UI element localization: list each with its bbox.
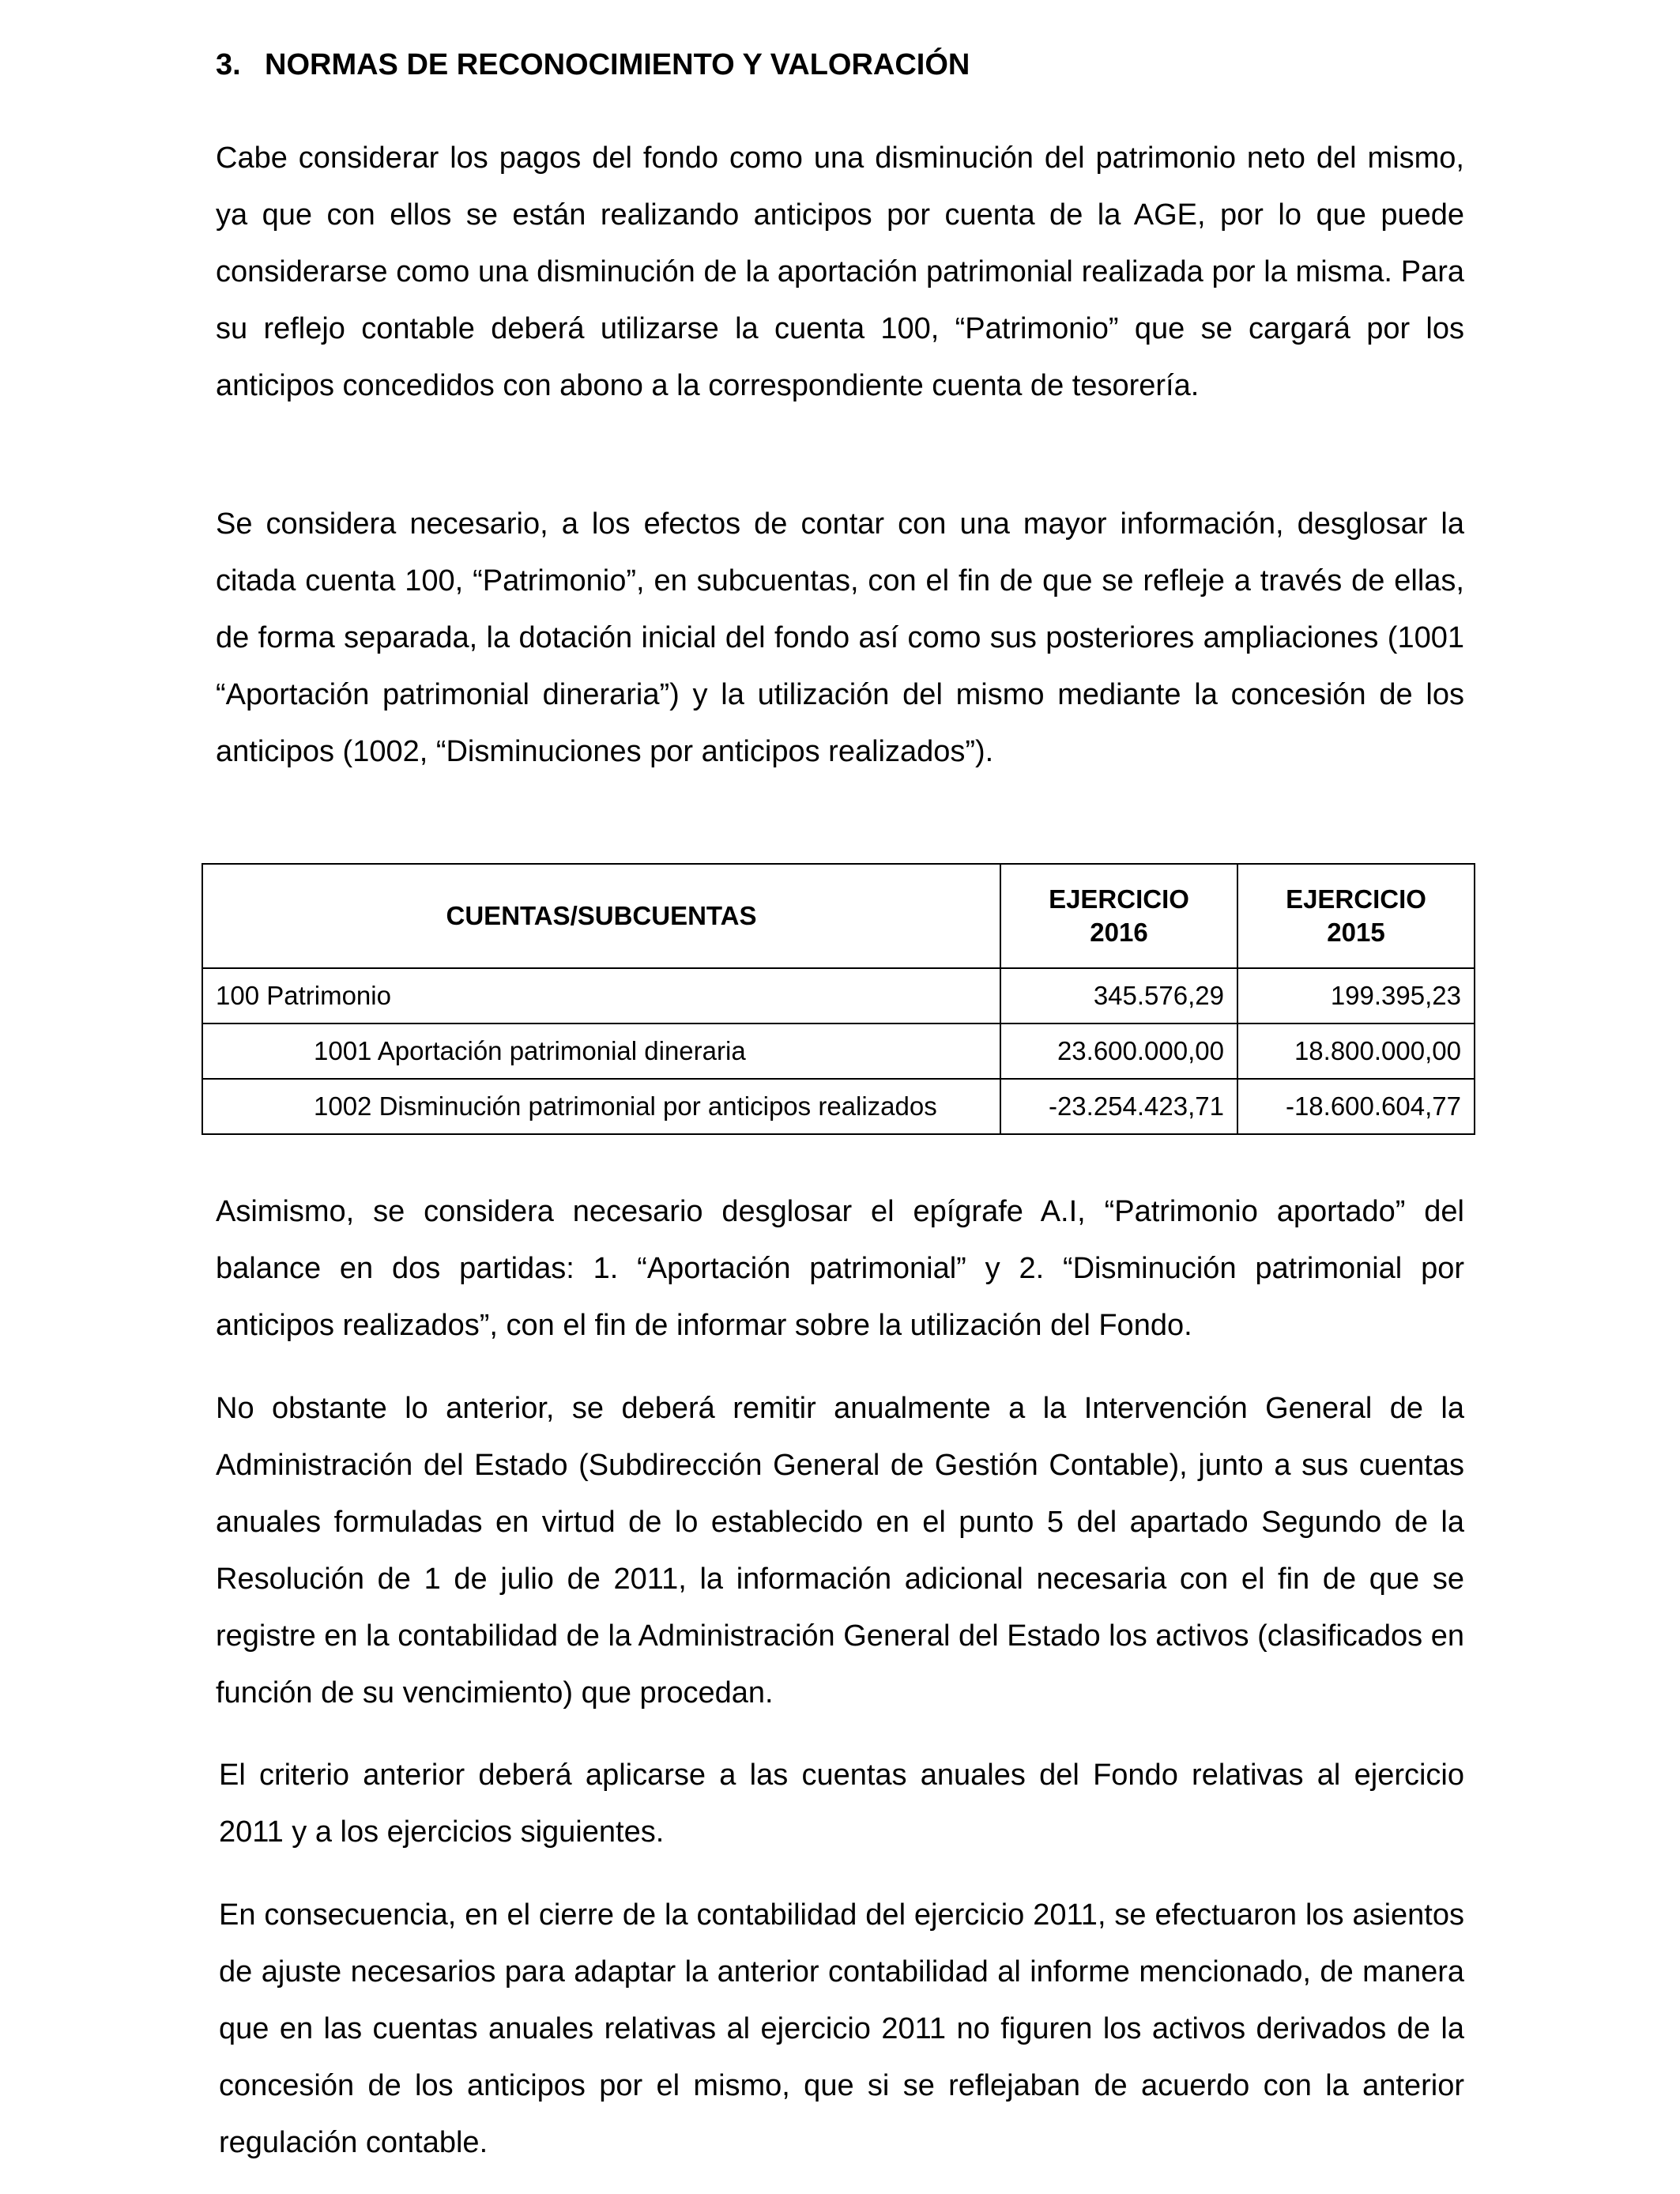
table-header-row bbox=[202, 864, 1475, 968]
accounts-table-container bbox=[202, 863, 1474, 1135]
header-year-2016-value: 2016 bbox=[1090, 918, 1148, 947]
table-row bbox=[202, 968, 1475, 1023]
section-number: 3. bbox=[216, 48, 241, 81]
section-title: NORMAS DE RECONOCIMIENTO Y VALORACIÓN bbox=[265, 48, 970, 81]
paragraph-4: No obstante lo anterior, se deberá remitir anualmente a la Intervención General de la Administración del Estado (Subdirección General de Gestión Contable), junto a sus cuentas anuales formuladas en virtud de lo establecido en el punto 5 del apartado Segundo de la Resolución de 1 de julio de 2011, la información adicional necesaria con el fin de que se registre en la contabilidad de la Administración General del Estado los activos (clasificados en función de su vencimiento) que procedan. bbox=[216, 1392, 1464, 1710]
header-year-2016-label: EJERCICIO bbox=[1049, 884, 1189, 914]
value-2016: -23.254.423,71 bbox=[1000, 1079, 1237, 1134]
header-accounts: CUENTAS/SUBCUENTAS bbox=[202, 864, 1000, 968]
accounts-table bbox=[202, 863, 1475, 1135]
value-2016: 23.600.000,00 bbox=[1000, 1023, 1237, 1079]
value-2015: -18.600.604,77 bbox=[1237, 1079, 1475, 1134]
value-2015: 18.800.000,00 bbox=[1237, 1023, 1475, 1079]
paragraph-1: Cabe considerar los pagos del fondo como una disminución del patrimonio neto del mismo, ya que con ellos se están realizando anticipos por cuenta de la AGE, por lo que puede considerarse como una disminución de la aportación patrimonial realizada por la misma. Para su reflejo contable deberá utilizarse la cuenta 100, “Patrimonio” que se cargará por los anticipos concedidos con abono a la correspondiente cuenta de tesorería. bbox=[216, 141, 1464, 402]
header-year-2016 bbox=[1000, 864, 1237, 968]
paragraph-6: En consecuencia, en el cierre de la contabilidad del ejercicio 2011, se efectuaron los asientos de ajuste necesarios para adaptar la anterior contabilidad al informe mencionado, de manera que en las cuentas anuales relativas al ejercicio 2011 no figuren los activos derivados de la concesión de los anticipos por el mismo, que si se reflejaban de acuerdo con la anterior regulación contable. bbox=[219, 1898, 1464, 2159]
table-row bbox=[202, 1023, 1475, 1079]
value-2016: 345.576,29 bbox=[1000, 968, 1237, 1023]
paragraph-3: Asimismo, se considera necesario desglosar el epígrafe A.I, “Patrimonio aportado” del balance en dos partidas: 1. “Aportación patrimonial” y 2. “Disminución patrimonial por anticipos realizados”, con el fin de informar sobre la utilización del Fondo. bbox=[216, 1195, 1464, 1342]
account-name: 1001 Aportación patrimonial dineraria bbox=[202, 1023, 1000, 1079]
header-year-2015 bbox=[1237, 864, 1475, 968]
value-2015: 199.395,23 bbox=[1237, 968, 1475, 1023]
header-year-2015-value: 2015 bbox=[1327, 918, 1385, 947]
account-name: 100 Patrimonio bbox=[202, 968, 1000, 1023]
paragraph-5: El criterio anterior deberá aplicarse a las cuentas anuales del Fondo relativas al ejercicio 2011 y a los ejercicios siguientes. bbox=[219, 1759, 1464, 1849]
table-row bbox=[202, 1079, 1475, 1134]
paragraph-2: Se considera necesario, a los efectos de contar con una mayor información, desglosar la citada cuenta 100, “Patrimonio”, en subcuentas, con el fin de que se refleje a través de ellas, de forma separada, la dotación inicial del fondo así como sus posteriores ampliaciones (1001 “Aportación patrimonial dineraria”) y la utilización del mismo mediante la concesión de los anticipos (1002, “Disminuciones por anticipos realizados”). bbox=[216, 507, 1464, 768]
section-heading bbox=[216, 44, 970, 85]
account-name: 1002 Disminución patrimonial por anticipos realizados bbox=[202, 1079, 1000, 1134]
header-year-2015-label: EJERCICIO bbox=[1286, 884, 1426, 914]
